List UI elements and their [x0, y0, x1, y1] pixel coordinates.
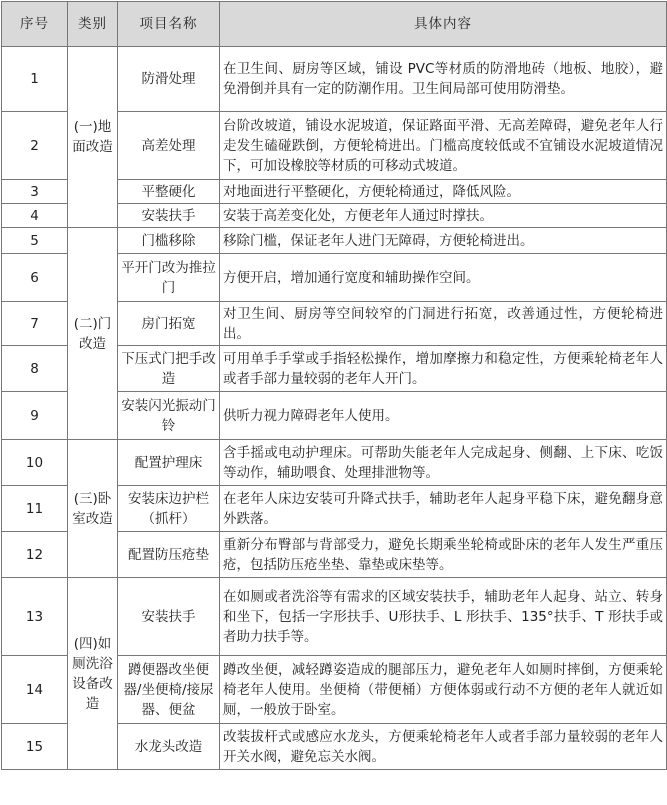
item-name: 安装扶手	[118, 204, 220, 228]
item-description: 供听力视力障碍老年人使用。	[220, 392, 667, 440]
category-cell: (四)如厕洗浴设备改造	[68, 578, 118, 770]
item-description: 在如厕或者洗浴等有需求的区域安装扶手，辅助老年人起身、站立、转身和坐下，包括一字形扶手、U形扶手、L 形扶手、135°扶手、T 形扶手或者助力扶手等。	[220, 578, 667, 656]
item-name: 高差处理	[118, 112, 220, 180]
row-number: 14	[2, 656, 68, 724]
row-number: 13	[2, 578, 68, 656]
item-name: 房门拓宽	[118, 302, 220, 346]
item-description: 蹲改坐便，减轻蹲姿造成的腿部压力，避免老年人如厕时摔倒，方便乘轮椅老年人使用。坐便椅（带便桶）方便体弱或行动不方便的老年人就近如厕，一般放于卧室。	[220, 656, 667, 724]
row-number: 5	[2, 228, 68, 254]
category-cell: (三)卧室改造	[68, 440, 118, 578]
item-name: 配置防压疮垫	[118, 532, 220, 578]
item-name: 下压式门把手改造	[118, 346, 220, 392]
table-header-row	[2, 2, 667, 47]
item-name: 平开门改为推拉门	[118, 254, 220, 302]
header-content: 具体内容	[220, 2, 667, 47]
item-description: 重新分布臀部与背部受力，避免长期乘坐轮椅或卧床的老年人发生严重压疮，包括防压疮坐垫、靠垫或床垫等。	[220, 532, 667, 578]
item-description: 在卫生间、厨房等区域，铺设 PVC等材质的防滑地砖（地板、地胶），避免滑倒并具有一定的防潮作用。卫生间局部可使用防滑垫。	[220, 47, 667, 112]
row-number: 11	[2, 486, 68, 532]
row-number: 7	[2, 302, 68, 346]
item-name: 配置护理床	[118, 440, 220, 486]
item-name: 安装床边护栏（抓杆）	[118, 486, 220, 532]
table-row	[2, 440, 667, 486]
item-description: 安装于高差变化处，方便老年人通过时撑扶。	[220, 204, 667, 228]
row-number: 10	[2, 440, 68, 486]
item-name: 蹲便器改坐便器/坐便椅/接尿器、便盆	[118, 656, 220, 724]
item-description: 含手摇或电动护理床。可帮助失能老年人完成起身、侧翻、上下床、吃饭等动作，辅助喂食、处理排泄物等。	[220, 440, 667, 486]
category-cell: (二)门改造	[68, 228, 118, 440]
item-description: 台阶改坡道，铺设水泥坡道，保证路面平滑、无高差障碍，避免老年人行走发生磕碰跌倒，方便轮椅进出。门槛高度较低或不宜铺设水泥坡道情况下，可加设橡胶等材质的可移动式坡道。	[220, 112, 667, 180]
item-description: 对卫生间、厨房等空间较窄的门洞进行拓宽，改善通过性，方便轮椅进出。	[220, 302, 667, 346]
item-name: 平整硬化	[118, 180, 220, 204]
category-cell: (一)地面改造	[68, 47, 118, 228]
table-row	[2, 228, 667, 254]
header-no: 序号	[2, 2, 68, 47]
item-description: 改装拔杆式或感应水龙头，方便乘轮椅老年人或者手部力量较弱的老年人开关水阀，避免忘关水阀。	[220, 724, 667, 770]
table-row	[2, 578, 667, 656]
row-number: 2	[2, 112, 68, 180]
item-name: 门槛移除	[118, 228, 220, 254]
row-number: 4	[2, 204, 68, 228]
item-name: 安装扶手	[118, 578, 220, 656]
row-number: 15	[2, 724, 68, 770]
row-number: 9	[2, 392, 68, 440]
row-number: 12	[2, 532, 68, 578]
item-name: 安装闪光振动门铃	[118, 392, 220, 440]
item-description: 可用单手手掌或手指轻松操作，增加摩擦力和稳定性，方便乘轮椅老年人或者手部力量较弱的老年人开门。	[220, 346, 667, 392]
item-description: 在老年人床边安装可升降式扶手，辅助老年人起身平稳下床，避免翻身意外跌落。	[220, 486, 667, 532]
item-description: 方便开启，增加通行宽度和辅助操作空间。	[220, 254, 667, 302]
item-description: 对地面进行平整硬化，方便轮椅通过，降低风险。	[220, 180, 667, 204]
row-number: 1	[2, 47, 68, 112]
renovation-table	[1, 1, 667, 770]
header-category: 类别	[68, 2, 118, 47]
row-number: 6	[2, 254, 68, 302]
item-description: 移除门槛，保证老年人进门无障碍，方便轮椅进出。	[220, 228, 667, 254]
row-number: 8	[2, 346, 68, 392]
item-name: 水龙头改造	[118, 724, 220, 770]
item-name: 防滑处理	[118, 47, 220, 112]
header-item-name: 项目名称	[118, 2, 220, 47]
table-row	[2, 47, 667, 112]
row-number: 3	[2, 180, 68, 204]
